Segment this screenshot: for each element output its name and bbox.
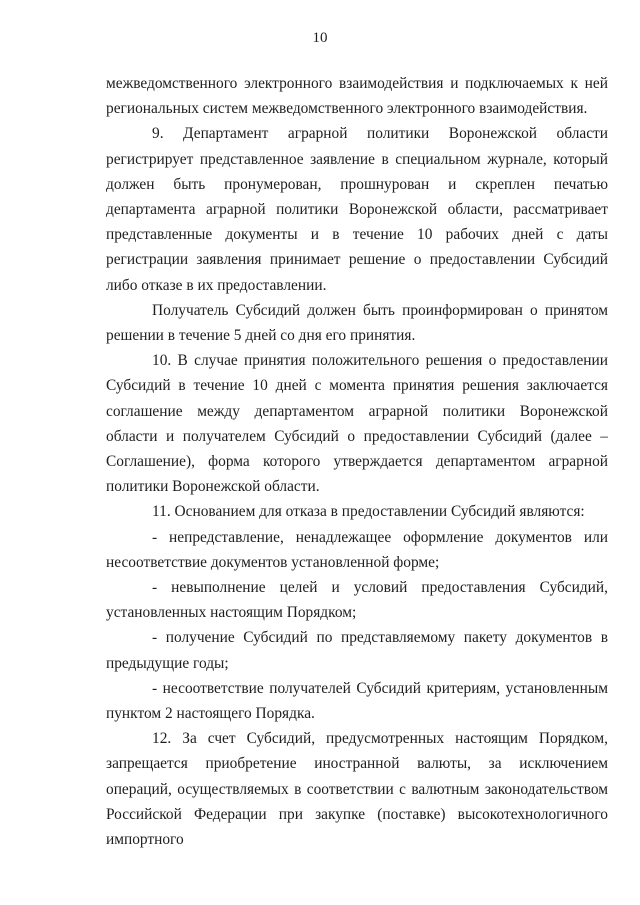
document-body xyxy=(106,71,608,852)
list-item-refusal-4: - несоответствие получателей Субсидий критериям, установленным пунктом 2 настоящего Порядка. xyxy=(106,679,608,723)
paragraph-item-11: 11. Основанием для отказа в предоставлении Субсидий являются: xyxy=(152,503,585,521)
page-number: 10 xyxy=(312,30,328,46)
paragraph-item-12: 12. За счет Субсидий, предусмотренных настоящим Порядком, запрещается приобретение иностранной валюты, за исключением операций, осуществляемых в соответствии с валютным законодательством Российской Федерации при закупке (поставке) высокотехнологичного импортного xyxy=(106,730,608,849)
list-item-refusal-3: - получение Субсидий по представляемому пакету документов в предыдущие годы; xyxy=(106,629,608,672)
paragraph-item-10: 10. В случае принятия положительного решения о предоставлении Субсидий в течение 10 дней с момента принятия решения заключается соглашение между департаментом аграрной политики Воронежской области и получателем Субсидий о предоставлении Субсидий (далее – Соглашение), форма которого утверждается департаментом аграрной политики Воронежской области. xyxy=(106,352,608,496)
list-item-refusal-1: - непредставление, ненадлежащее оформление документов или несоответствие документов установленной форме; xyxy=(106,528,608,571)
paragraph-item-9: 9. Департамент аграрной политики Воронежской области регистрирует представленное заявление в специальном журнале, который должен быть пронумерован, прошнурован и скреплен печатью департамента аграрной политики Воронежской области, рассматривает представленные документы и в течение 10 рабочих дней с даты регистрации заявления принимает решение о предоставлении Субсидий либо отказе в их предоставлении. xyxy=(106,125,608,294)
paragraph-recipient-notice: Получатель Субсидий должен быть проинформирован о принятом решении в течение 5 дней со дня его принятия. xyxy=(106,301,608,345)
list-item-refusal-2: - невыполнение целей и условий предоставления Субсидий, установленных настоящим Порядком; xyxy=(106,579,608,622)
paragraph-continuation: межведомственного электронного взаимодействия и подключаемых к ней региональных систем межведомственного электронного взаимодействия. xyxy=(106,75,608,118)
